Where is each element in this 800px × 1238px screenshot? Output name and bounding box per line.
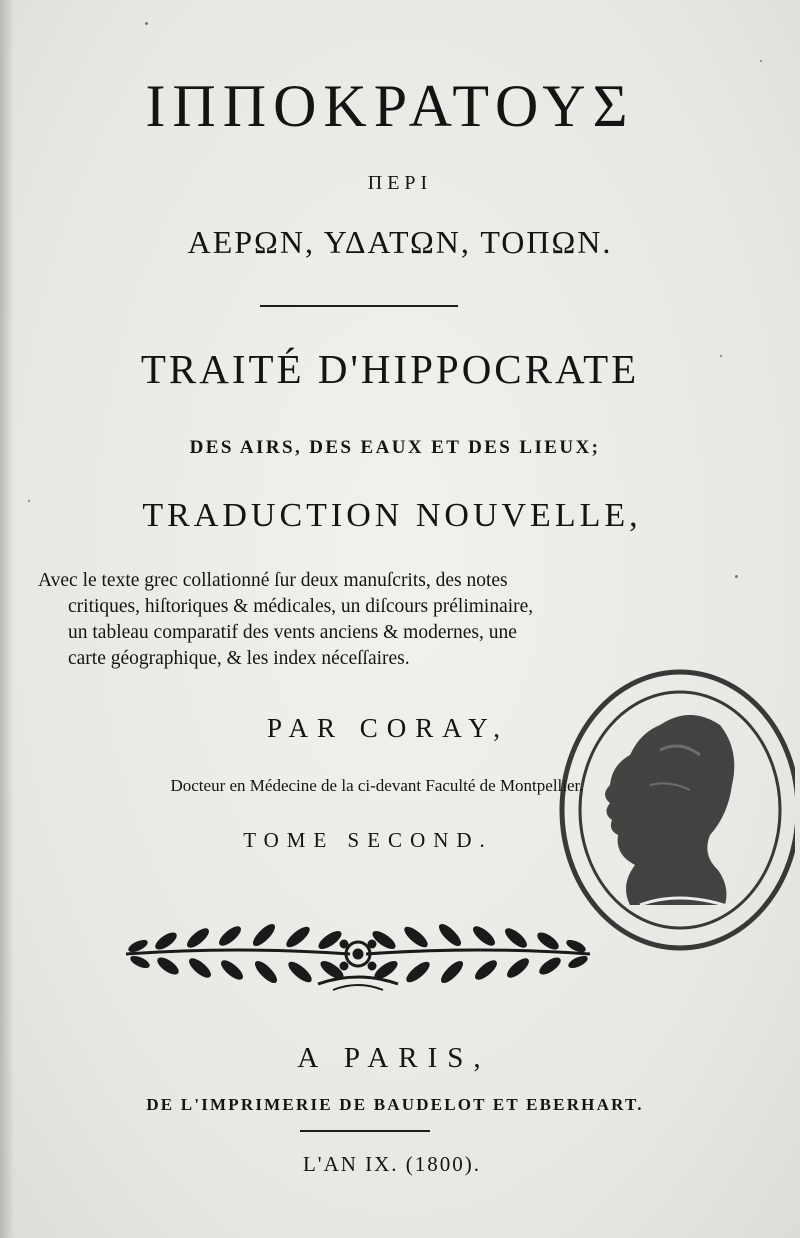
publication-date: L'AN IX. (1800). <box>302 1152 482 1176</box>
paper-speck <box>735 575 738 578</box>
description-line: critiques, hiſtoriques & médicales, un diſcours préliminaire, <box>68 596 534 617</box>
paper-speck <box>28 500 30 502</box>
translation-heading: TRADUCTION NOUVELLE, <box>142 497 642 534</box>
bottom-divider-rule <box>300 1130 430 1132</box>
paper-speck <box>720 355 722 357</box>
paper-speck <box>760 60 762 62</box>
description-line: un tableau comparatif des vents anciens & modernes, une <box>68 622 517 643</box>
library-stamp <box>540 655 795 955</box>
author-title: Docteur en Médecine de la ci-devant Faculté de Montpellier. <box>170 776 584 795</box>
french-subtitle: DES AIRS, DES EAUX ET DES LIEUX; <box>189 437 601 458</box>
laurel-ornament <box>118 910 598 1000</box>
description-line: Avec le texte grec collationné ſur deux manuſcrits, des notes <box>38 570 508 591</box>
french-title: TRAITÉ D'HIPPOCRATE <box>140 346 640 392</box>
author-line: PAR CORAY, <box>266 713 510 743</box>
printer-line: DE L'IMPRIMERIE DE BAUDELOT ET EBERHART. <box>146 1095 644 1114</box>
divider-rule <box>260 305 458 307</box>
description-line: carte géographique, & les index néceſſaires. <box>68 648 410 669</box>
greek-subtitle: ΑΕΡΩΝ, ΥΔΑΤΩΝ, ΤΟΠΩΝ. <box>187 224 613 260</box>
greek-title: ΙΠΠΟΚΡΑΤΟΥΣ <box>145 73 635 139</box>
volume-label: TOME SECOND. <box>243 828 493 852</box>
paper-speck <box>145 22 148 25</box>
place-of-publication: A PARIS, <box>297 1042 491 1074</box>
greek-peri: ΠΕΡΙ <box>367 172 433 194</box>
